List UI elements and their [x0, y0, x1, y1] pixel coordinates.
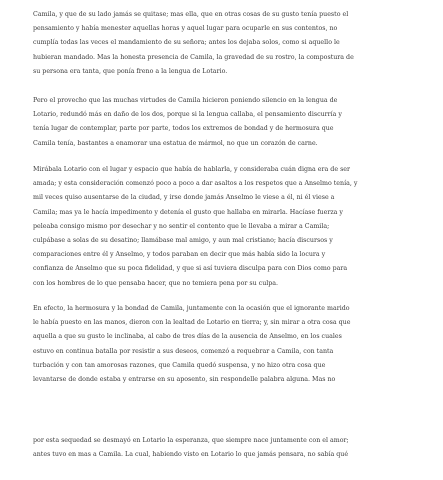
text-line: le había puesto en las manos, dieron con la lealtad de Lotario en tierra; y, sin mirar a otra cosa que — [33, 319, 351, 327]
text-line: por esta sequedad se desmayó en Lotario la esperanza, que siempre nace juntamente con el amor; — [33, 437, 349, 444]
text-line: cumplía todas las veces el mandamiento de su señora; antes los dejaba solos, como si aquello le — [33, 39, 340, 47]
text-line: antes tuvo en mas a Camila. La cual, habiendo visto en Lotario lo que jamás pensara, no sabía qué — [33, 451, 349, 459]
text-line: tenía lugar de contemplar, parte por parte, todos los extremos de bondad y de hermosura que — [33, 125, 334, 133]
text-line: Mirábala Lotario con el lugar y espacio que había de hablarla, y consideraba cuán digna era de ser — [33, 166, 351, 173]
paragraph — [33, 302, 409, 387]
text-line: En efecto, la hermosura y la bondad de Camila, juntamente con la ocasión que el ignorante marido — [33, 305, 350, 312]
text-line: pensamiento y había menester aquellas horas y aquel lugar para ocuparle en sus contentos, no — [33, 25, 338, 33]
text-line: mil veces quiso ausentarse de la ciudad, y irse donde jamás Anselmo le viese a él, ni él viese a — [33, 194, 335, 202]
text-line: Camila tenía, bastantes a enamorar una estatua de mármol, no que un corazón de carne. — [33, 139, 318, 147]
text-line: confianza de Anselmo que su poca fidelidad, y que si así tuviera disculpa para con Dios como para — [33, 265, 348, 273]
text-line: con los hombres de lo que pensaba hacer, que no temiera pena por su culpa. — [33, 279, 279, 287]
text-line: comparaciones entre él y Anselmo, y todos paraban en decir que más había sido la locura y — [33, 251, 326, 259]
text-line: aquella a que su gusto le inclinaba, al cabo de tres días de la ausencia de Anselmo, en los cuales — [33, 333, 342, 341]
paragraph — [33, 163, 409, 291]
paragraph — [33, 8, 409, 79]
text-line: peleaba consigo mismo por desechar y no sentir el contento que le llevaba a mirar a Camila; — [33, 222, 330, 230]
paragraph — [33, 94, 409, 151]
text-line: culpábase a solas de su desatino; llamábase mal amigo, y aun mal cristiano; hacía discursos y — [33, 237, 333, 245]
text-line: Pero el provecho que las muchas virtudes de Camila hicieron poniendo silencio en la lengua de — [33, 97, 338, 104]
paragraph — [33, 434, 409, 462]
text-line: turbación y con tan amorosas razones, que Camila quedó suspensa, y no hizo otra cosa que — [33, 361, 326, 369]
text-line: amada; y esta consideración comenzó poco a poco a dar asaltos a los respetos que a Anselmo tenía, y — [33, 180, 358, 188]
text-line: levantarse de donde estaba y entrarse en su aposento, sin respondelle palabra alguna. Mas no — [33, 376, 336, 384]
text-line: Lotario, redundó más en daño de los dos, porque si la lengua callaba, el pensamiento discurría y — [33, 111, 342, 119]
text-line: estuvo en continua batalla por resistir a sus deseos, comenzó a requebrar a Camila, con tanta — [33, 347, 334, 355]
text-line: hubieran mandado. Mas la honesta presencia de Camila, la gravedad de su rostro, la compostura de — [33, 53, 354, 61]
text-line: Camila, y que de su lado jamás se quitase; mas ella, que en otras cosas de su gusto tenía puesto el — [33, 11, 349, 18]
text-line: su persona era tanta, que ponía freno a la lengua de Lotario. — [33, 67, 228, 75]
text-line: Camila; mas ya le hacía impedimento y detenía el gusto que hallaba en mirarla. Hacíase fuerza y — [33, 208, 343, 216]
